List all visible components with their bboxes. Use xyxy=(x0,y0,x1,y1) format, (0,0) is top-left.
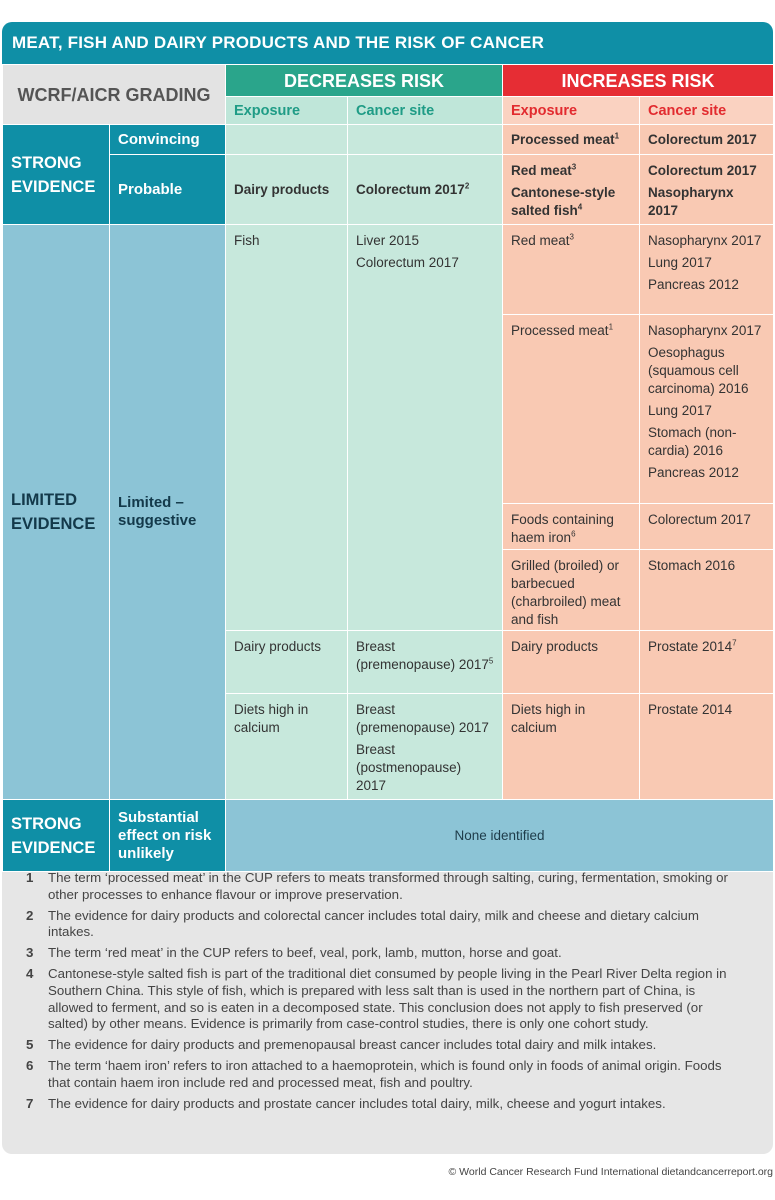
increases-risk-header: INCREASES RISK xyxy=(503,65,773,97)
dec-exposure-header: Exposure xyxy=(226,97,348,125)
page-title: MEAT, FISH AND DAIRY PRODUCTS AND THE RISK OF CANCER xyxy=(2,22,773,64)
footnote-7: 7 The evidence for dairy products and prostate cancer includes total dairy, milk, cheese and yogurt intakes. xyxy=(26,1095,666,1111)
limited-dec-calcium-site: Breast (premenopause) 2017 Breast (postmenopause) 2017 xyxy=(348,694,503,800)
footnote-5: 5 The evidence for dairy products and premenopausal breast cancer includes total dairy and milk intakes. xyxy=(26,1037,657,1053)
footnote-4: 4 Cantonese-style salted fish is part of the traditional diet consumed by people living in the Pearl River Delta region in Southern China. This style of fish, which is prepared with less salt than is used in the northern part of China, is allowed to ferment, and so is eaten in a decomposed state. This conclusion does not apply to fish preserved (or salted) by other means. Evidence is primarily from case-control studies, there is only one cohort study. xyxy=(26,965,727,1032)
limited-inc-redmeat-site: Nasopharynx 2017 Lung 2017 Pancreas 2012 xyxy=(640,225,773,315)
limited-dec-dairy-site: Breast (premenopause) 2017$^5$ xyxy=(348,631,503,694)
footnote-2: 2 The evidence for dairy products and colorectal cancer includes total dairy, milk and cheese and dietary calcium intakes. xyxy=(26,907,699,940)
limited-evidence-label: LIMITED EVIDENCE xyxy=(3,225,110,800)
footnote-3: 3 The term ‘red meat’ in the CUP refers to beef, veal, pork, lamb, mutton, horse and goat. xyxy=(26,945,562,961)
inc-exposure-header: Exposure xyxy=(503,97,640,125)
probable-dec-exposure: Dairy products xyxy=(226,155,348,225)
limited-inc-grilled-site: Stomach 2016 xyxy=(640,550,773,631)
grading-header: WCRF/AICR GRADING xyxy=(3,65,226,125)
risk-matrix-table xyxy=(2,64,773,872)
grade-convincing: Convincing xyxy=(110,125,226,155)
grade-probable: Probable xyxy=(110,155,226,225)
limited-inc-dairy-exposure: Dairy products xyxy=(503,631,640,694)
dec-cancer-site-header: Cancer site xyxy=(348,97,503,125)
limited-dec-fish-exposure: Fish xyxy=(226,225,348,631)
limited-inc-calcium-site: Prostate 2014 xyxy=(640,694,773,800)
limited-dec-dairy-exposure: Dairy products xyxy=(226,631,348,694)
decreases-risk-header: DECREASES RISK xyxy=(226,65,503,97)
limited-inc-procmeat-exposure: Processed meat$^1$ xyxy=(503,315,640,504)
strong-evidence-label: STRONG EVIDENCE xyxy=(3,125,110,225)
probable-inc-site: Colorectum 2017 Nasopharynx 2017 xyxy=(640,155,773,225)
limited-inc-haem-exposure: Foods containing haem iron$^6$ xyxy=(503,504,640,550)
inc-cancer-site-header: Cancer site xyxy=(640,97,773,125)
convincing-inc-site: Colorectum 2017 xyxy=(640,125,773,155)
convincing-inc-exposure: Processed meat$^1$ xyxy=(503,125,640,155)
convincing-dec-exposure xyxy=(226,125,348,155)
limited-inc-haem-site: Colorectum 2017 xyxy=(640,504,773,550)
strong-evidence-label-2: STRONG EVIDENCE xyxy=(3,800,110,872)
limited-dec-fish-site: Liver 2015 Colorectum 2017 xyxy=(348,225,503,631)
footnotes xyxy=(2,856,773,1116)
grade-limited-suggestive: Limited – suggestive xyxy=(110,225,226,800)
limited-inc-redmeat-exposure: Red meat$^3$ xyxy=(503,225,640,315)
probable-inc-exposure: Red meat$^3$ Cantonese-style salted fish$^4$ xyxy=(503,155,640,225)
limited-inc-calcium-exposure: Diets high in calcium xyxy=(503,694,640,800)
limited-inc-procmeat-site: Nasopharynx 2017 Oesophagus (squamous cell carcinoma) 2016 Lung 2017 Stomach (non-cardia) 2016 Pancreas 2012 xyxy=(640,315,773,504)
probable-dec-site: Colorectum 2017$^2$ xyxy=(348,155,503,225)
copyright-footer: © World Cancer Research Fund International dietandcancerreport.org xyxy=(448,1166,773,1178)
limited-inc-grilled-exposure: Grilled (broiled) or barbecued (charbroiled) meat and fish xyxy=(503,550,640,631)
grade-substantial-effect-unlikely: Substantial effect on risk unlikely xyxy=(110,800,226,872)
footnote-6: 6 The term ‘haem iron’ refers to iron attached to a haemoprotein, which is found only in foods of animal origin. Foods that contain haem iron include red and processed meat, fish and poultry. xyxy=(26,1057,722,1090)
limited-dec-calcium-exposure: Diets high in calcium xyxy=(226,694,348,800)
footnote-1: 1 The term ‘processed meat’ in the CUP refers to meats transformed through salting, curing, fermentation, smoking or other processes to enhance flavour or improve preservation. xyxy=(26,870,728,902)
cancer-risk-card xyxy=(2,22,773,1154)
limited-inc-dairy-site: Prostate 2014$^7$ xyxy=(640,631,773,694)
convincing-dec-site xyxy=(348,125,503,155)
none-identified-cell: None identified xyxy=(226,800,773,872)
